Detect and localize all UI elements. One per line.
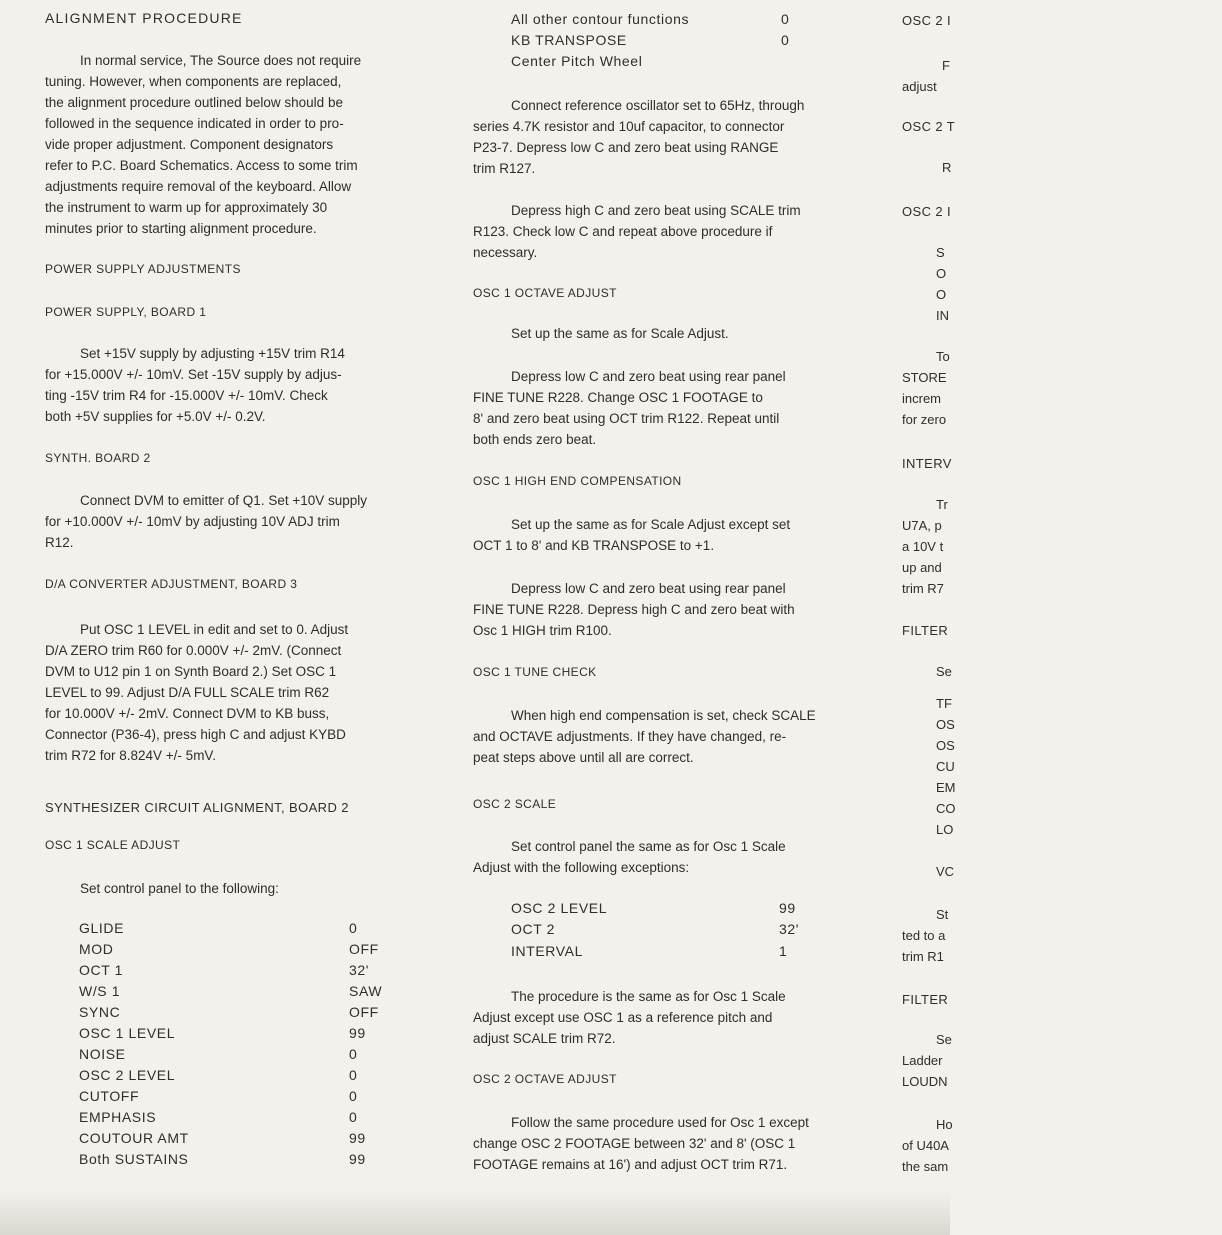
cropped-text: LOUDN bbox=[902, 1074, 948, 1089]
cropped-text: OS bbox=[936, 738, 955, 753]
cropped-text: LO bbox=[936, 822, 954, 837]
cropped-text: F bbox=[942, 58, 950, 73]
text-line: Connect DVM to emitter of Q1. Set +10V supply bbox=[80, 493, 368, 508]
setting-value: 0 bbox=[349, 1088, 358, 1104]
cropped-text: TF bbox=[936, 696, 952, 711]
setting-value: 0 bbox=[349, 1046, 358, 1062]
section-heading: OSC 1 HIGH END COMPENSATION bbox=[473, 474, 682, 488]
cropped-text: increm bbox=[902, 391, 942, 406]
setting-value: 32' bbox=[349, 962, 370, 978]
text-line: the alignment procedure outlined below should be bbox=[45, 95, 343, 110]
setting-name: GLIDE bbox=[79, 920, 125, 936]
cropped-text: CO bbox=[936, 801, 956, 816]
cropped-text: the sam bbox=[902, 1159, 949, 1174]
cropped-text: O bbox=[936, 287, 947, 302]
setting-value: 99 bbox=[349, 1025, 366, 1041]
cropped-text: STORE bbox=[902, 370, 947, 385]
cropped-text: trim R7 bbox=[902, 581, 944, 596]
text-line: Put OSC 1 LEVEL in edit and set to 0. Adjust bbox=[80, 622, 349, 637]
text-line: minutes prior to starting alignment procedure. bbox=[45, 221, 317, 236]
section-heading: SYNTHESIZER CIRCUIT ALIGNMENT, BOARD 2 bbox=[45, 800, 349, 815]
setting-value: OFF bbox=[349, 941, 379, 957]
setting-value: 0 bbox=[781, 11, 790, 27]
text-line: both +5V supplies for +5.0V +/- 0.2V. bbox=[45, 409, 266, 424]
text-line: Set control panel the same as for Osc 1 Scale bbox=[511, 839, 786, 854]
text-line: Set +15V supply by adjusting +15V trim R14 bbox=[80, 346, 345, 361]
section-heading: SYNTH. BOARD 2 bbox=[45, 451, 151, 465]
text-line: P23-7. Depress low C and zero beat using RANGE bbox=[473, 140, 779, 155]
text-line: for +10.000V +/- 10mV by adjusting 10V ADJ trim bbox=[45, 514, 340, 529]
text-line: vide proper adjustment. Component designators bbox=[45, 137, 334, 152]
text-line: Set up the same as for Scale Adjust except set bbox=[511, 517, 791, 532]
cropped-text: Tr bbox=[936, 497, 948, 512]
setting-value: 0 bbox=[781, 32, 790, 48]
text-line: Depress low C and zero beat using rear panel bbox=[511, 369, 786, 384]
setting-name: CUTOFF bbox=[79, 1088, 140, 1104]
cropped-text: ted to a bbox=[902, 928, 946, 943]
cropped-text: S bbox=[936, 245, 945, 260]
text-line: R123. Check low C and repeat above procedure if bbox=[473, 224, 773, 239]
cropped-text: CU bbox=[936, 759, 955, 774]
setting-name: W/S 1 bbox=[79, 983, 121, 999]
text-line: The procedure is the same as for Osc 1 Scale bbox=[511, 989, 786, 1004]
text-line: Depress low C and zero beat using rear panel bbox=[511, 581, 786, 596]
text-line: Connect reference oscillator set to 65Hz, through bbox=[511, 98, 805, 113]
text-line: ting -15V trim R4 for -15.000V +/- 10mV. Check bbox=[45, 388, 328, 403]
cropped-text: Se bbox=[936, 664, 952, 679]
setting-value: 99 bbox=[349, 1151, 366, 1167]
text-line: and OCTAVE adjustments. If they have changed, re- bbox=[473, 729, 787, 744]
section-heading: OSC 1 SCALE ADJUST bbox=[45, 838, 181, 852]
cropped-text: U7A, p bbox=[902, 518, 942, 533]
setting-value: 32' bbox=[779, 921, 800, 937]
setting-name: OSC 2 LEVEL bbox=[511, 900, 608, 916]
text-line: DVM to U12 pin 1 on Synth Board 2.) Set OSC 1 bbox=[45, 664, 337, 679]
section-heading: POWER SUPPLY, BOARD 1 bbox=[45, 305, 207, 319]
text-line: trim R72 for 8.824V +/- 5mV. bbox=[45, 748, 216, 763]
cropped-text: for zero bbox=[902, 412, 947, 427]
setting-value: 99 bbox=[779, 900, 796, 916]
cropped-text: OSC 2 I bbox=[902, 13, 952, 28]
text-line: change OSC 2 FOOTAGE between 32' and 8' (OSC 1 bbox=[473, 1136, 796, 1151]
cropped-text: IN bbox=[936, 308, 949, 323]
setting-name: OCT 2 bbox=[511, 921, 555, 937]
cropped-text: a 10V t bbox=[902, 539, 944, 554]
text-line: In normal service, The Source does not require bbox=[80, 53, 362, 68]
page-bottom-shadow bbox=[0, 1190, 950, 1235]
text-line: OCT 1 to 8' and KB TRANSPOSE to +1. bbox=[473, 538, 715, 553]
text-line: Adjust with the following exceptions: bbox=[473, 860, 690, 875]
setting-name: OSC 1 LEVEL bbox=[79, 1025, 176, 1041]
cropped-text: FILTER bbox=[902, 992, 949, 1007]
section-heading: OSC 1 TUNE CHECK bbox=[473, 665, 597, 679]
text-line: Set up the same as for Scale Adjust. bbox=[511, 326, 729, 341]
setting-name: MOD bbox=[79, 941, 114, 957]
setting-name: OSC 2 LEVEL bbox=[79, 1067, 176, 1083]
setting-name: INTERVAL bbox=[511, 943, 583, 959]
setting-name: EMPHASIS bbox=[79, 1109, 157, 1125]
cropped-text: trim R1 bbox=[902, 949, 944, 964]
cropped-text: FILTER bbox=[902, 623, 949, 638]
text-line: Depress high C and zero beat using SCALE trim bbox=[511, 203, 801, 218]
section-heading: POWER SUPPLY ADJUSTMENTS bbox=[45, 262, 241, 276]
cropped-text: up and bbox=[902, 560, 942, 575]
text-line: R12. bbox=[45, 535, 74, 550]
text-line: FOOTAGE remains at 16') and adjust OCT trim R71. bbox=[473, 1157, 788, 1172]
setting-value: 99 bbox=[349, 1130, 366, 1146]
section-heading: OSC 2 OCTAVE ADJUST bbox=[473, 1072, 617, 1086]
setting-name: Center Pitch Wheel bbox=[511, 53, 643, 69]
cropped-text: OS bbox=[936, 717, 955, 732]
cropped-text: of U40A bbox=[902, 1138, 949, 1153]
text-line: for 10.000V +/- 2mV. Connect DVM to KB buss, bbox=[45, 706, 330, 721]
text-line: Adjust except use OSC 1 as a reference pitch and bbox=[473, 1010, 773, 1025]
text-line: both ends zero beat. bbox=[473, 432, 597, 447]
setting-name: SYNC bbox=[79, 1004, 121, 1020]
setting-value: 0 bbox=[349, 920, 358, 936]
setting-value: OFF bbox=[349, 1004, 379, 1020]
text-line: Osc 1 HIGH trim R100. bbox=[473, 623, 612, 638]
page-title: ALIGNMENT PROCEDURE bbox=[45, 10, 243, 26]
cropped-text: OSC 2 T bbox=[902, 119, 956, 134]
cropped-text: INTERV bbox=[902, 456, 952, 471]
text-line: 8' and zero beat using OCT trim R122. Repeat until bbox=[473, 411, 780, 426]
section-heading: OSC 2 SCALE bbox=[473, 797, 557, 811]
cropped-text: Ho bbox=[936, 1117, 953, 1132]
cropped-text: Ladder bbox=[902, 1053, 943, 1068]
text-line: adjustments require removal of the keyboard. Allow bbox=[45, 179, 352, 194]
setting-name: COUTOUR AMT bbox=[79, 1130, 189, 1146]
text-line: D/A ZERO trim R60 for 0.000V +/- 2mV. (Connect bbox=[45, 643, 342, 658]
text-line: followed in the sequence indicated in order to pro- bbox=[45, 116, 344, 131]
text-line: peat steps above until all are correct. bbox=[473, 750, 694, 765]
setting-value: 0 bbox=[349, 1067, 358, 1083]
text-line: LEVEL to 99. Adjust D/A FULL SCALE trim R62 bbox=[45, 685, 330, 700]
instruction-text: Set control panel to the following: bbox=[80, 881, 279, 896]
cropped-text: EM bbox=[936, 780, 956, 795]
cropped-text: O bbox=[936, 266, 947, 281]
setting-value: SAW bbox=[349, 983, 383, 999]
text-line: Follow the same procedure used for Osc 1 except bbox=[511, 1115, 809, 1130]
text-line: When high end compensation is set, check SCALE bbox=[511, 708, 816, 723]
setting-value: 0 bbox=[349, 1109, 358, 1125]
text-line: tuning. However, when components are replaced, bbox=[45, 74, 342, 89]
cropped-text: Se bbox=[936, 1032, 952, 1047]
text-line: the instrument to warm up for approximately 30 bbox=[45, 200, 328, 215]
setting-name: KB TRANSPOSE bbox=[511, 32, 627, 48]
setting-name: NOISE bbox=[79, 1046, 126, 1062]
text-line: necessary. bbox=[473, 245, 538, 260]
text-line: Connector (P36-4), press high C and adjust KYBD bbox=[45, 727, 346, 742]
cropped-text: adjust bbox=[902, 79, 937, 94]
setting-name: All other contour functions bbox=[511, 11, 690, 27]
cropped-text: VC bbox=[936, 864, 955, 879]
text-line: adjust SCALE trim R72. bbox=[473, 1031, 616, 1046]
text-line: FINE TUNE R228. Change OSC 1 FOOTAGE to bbox=[473, 390, 763, 405]
text-line: for +15.000V +/- 10mV. Set -15V supply by adjus- bbox=[45, 367, 342, 382]
text-line: trim R127. bbox=[473, 161, 536, 176]
setting-value: 1 bbox=[779, 943, 788, 959]
cropped-text: R bbox=[942, 160, 952, 175]
text-line: series 4.7K resistor and 10uf capacitor, to connector bbox=[473, 119, 785, 134]
cropped-text: To bbox=[936, 349, 950, 364]
text-line: FINE TUNE R228. Depress high C and zero beat with bbox=[473, 602, 795, 617]
section-heading: OSC 1 OCTAVE ADJUST bbox=[473, 286, 617, 300]
setting-name: Both SUSTAINS bbox=[79, 1151, 189, 1167]
text-line: refer to P.C. Board Schematics. Access to some trim bbox=[45, 158, 358, 173]
cropped-text: OSC 2 I bbox=[902, 204, 952, 219]
setting-name: OCT 1 bbox=[79, 962, 123, 978]
cropped-text: St bbox=[936, 907, 949, 922]
section-heading: D/A CONVERTER ADJUSTMENT, BOARD 3 bbox=[45, 577, 298, 591]
